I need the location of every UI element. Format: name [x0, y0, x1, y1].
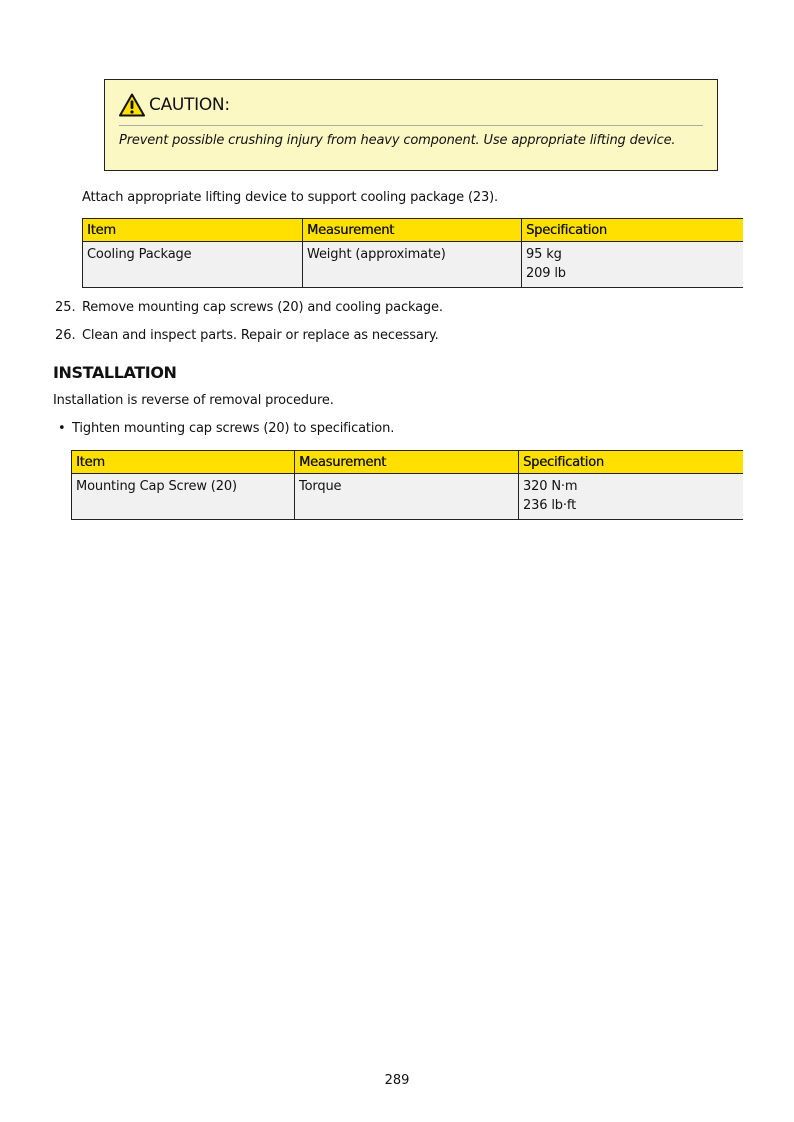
column-header-measurement: Measurement: [303, 219, 522, 242]
bullet-icon: •: [58, 421, 66, 436]
table-row: [72, 474, 743, 520]
cell-item: Mounting Cap Screw (20): [72, 474, 295, 520]
attach-instruction: Attach appropriate lifting device to support cooling package (23).: [82, 190, 499, 205]
column-header-measurement: Measurement: [295, 451, 519, 474]
caution-box: [104, 79, 718, 171]
table-header-row: [72, 451, 743, 474]
cooling-package-spec-table: [82, 218, 743, 288]
step-number: 25.: [55, 300, 76, 315]
column-header-item: Item: [72, 451, 295, 474]
section-title-installation: INSTALLATION: [53, 363, 177, 382]
caution-header: [119, 93, 230, 117]
spec-metric: 320 N·m: [523, 479, 578, 494]
table-row: [83, 242, 743, 288]
spec-metric: 95 kg: [526, 247, 562, 262]
caution-text: Prevent possible crushing injury from heavy component. Use appropriate lifting device.: [119, 133, 676, 148]
step-text: Clean and inspect parts. Repair or replace as necessary.: [82, 328, 439, 343]
column-header-specification: Specification: [519, 451, 743, 474]
mounting-cap-screw-spec-table: [71, 450, 743, 520]
caution-title: CAUTION:: [149, 95, 230, 115]
cell-measurement: Torque: [295, 474, 519, 520]
caution-divider: [119, 125, 703, 126]
warning-triangle-icon: [119, 93, 145, 117]
column-header-item: Item: [83, 219, 303, 242]
cell-item: Cooling Package: [83, 242, 303, 288]
spec-imperial: 209 lb: [526, 266, 566, 281]
cell-specification: [519, 474, 743, 520]
step-text: Remove mounting cap screws (20) and cooling package.: [82, 300, 443, 315]
installation-intro: Installation is reverse of removal procedure.: [53, 393, 334, 408]
cell-measurement: Weight (approximate): [303, 242, 522, 288]
cell-specification: [522, 242, 743, 288]
bullet-text: Tighten mounting cap screws (20) to specification.: [72, 421, 395, 436]
table-header-row: [83, 219, 743, 242]
column-header-specification: Specification: [522, 219, 743, 242]
page-number: 289: [384, 1073, 410, 1088]
step-number: 26.: [55, 328, 76, 343]
spec-imperial: 236 lb·ft: [523, 498, 577, 513]
